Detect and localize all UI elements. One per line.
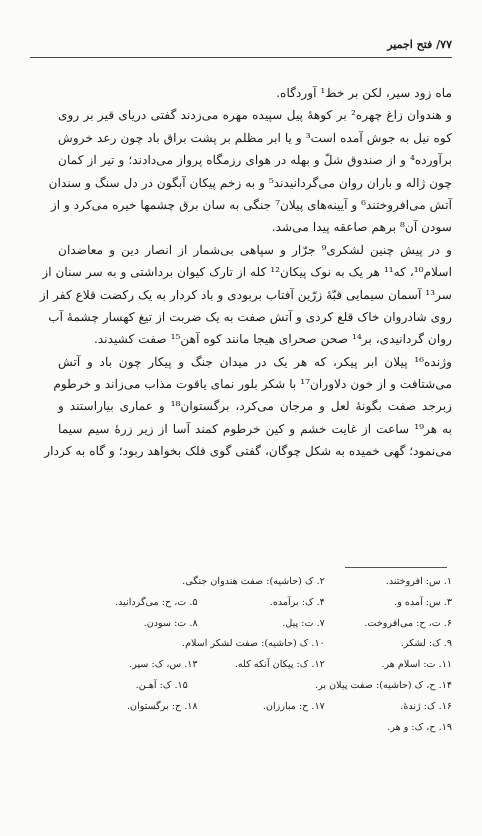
footnote: ۶. ت، ح: می‌افروخت. [364, 617, 452, 629]
footnote: ۱۳. س، ک: سپر. [129, 659, 198, 671]
footnote: ۱۷. ح: مبارزان. [262, 700, 325, 712]
footnote: ۵. ت، ح: می‌گردانید. [115, 596, 198, 608]
text-line: آتش می‌افروختند⁶ و آیینه‌های پیلان⁷ جنگی به سان برق چشمها خیره می‌کرد و از [50, 197, 452, 212]
text-line: اسلام¹⁰، که¹¹ هر یک به نوک پیکان¹² کله از تارک کیوان برداشتی و به سر سنان از [42, 265, 452, 280]
text-line: کوه نیل به جوش آمده است³ و یا ابر مظلم بر پشت براق باد چون رعد خروش [58, 130, 452, 145]
footnote-row [70, 697, 452, 718]
header-divider [30, 57, 452, 58]
footnote [55, 634, 182, 655]
text-line: برآورده⁴ و از صندوق شلّ و بهله در هوای رزمگاه پرواز می‌دادند؛ و تیر از کمان [58, 153, 452, 168]
text-line: سودن آن⁸ برهم صاعقه پیدا می‌شد. [271, 220, 452, 235]
text-line: سر¹³ آسمان سیمایی قبّهٔ زرّین آفتاب بربودی و باد کردار به یک رکضت قلاع کفر از [39, 287, 452, 302]
footnote: ۸. ت: سودن. [143, 617, 198, 629]
text-line: وژنده¹⁶ پیلان ابر پیکر، که هر یک در میدان جنگ و پیکار چون باد و آتش [58, 354, 452, 369]
footnote-row [70, 718, 452, 739]
footnote-row [70, 634, 452, 655]
text-line: می‌شتافت و از خون دلاوران¹⁷ با شکر بلور نمای یاقوت مذاب می‌زاند و خرطوم [53, 377, 452, 392]
footnote: ۱۰. ک (حاشیه): صفت لشکر اسلام. [182, 638, 325, 650]
footnote: ۱۵. ک: آهـن. [135, 679, 188, 691]
footnote-divider [345, 567, 447, 568]
text-line: می‌نمود؛ گهی خمیده به شکل چوگان، گفتی گوی فلک بخواهد ربود؛ و گاه به کردار [44, 444, 452, 459]
text-line: روی شادروان خاک قلع کردی و آتش صفت به یک ضربت از تیغ کهسار چشمهٔ آب [48, 309, 452, 324]
footnote: ۴. ک: برآمده. [269, 596, 325, 608]
footnote-row [70, 572, 452, 593]
text-line: زبرجد صفت بگونهٔ لعل و مرجان می‌کرد، برگستوان¹⁸ و عماری بیاراستند و [58, 399, 452, 414]
footnote: ۱۱. ت: اسلام هر. [381, 659, 452, 671]
footnotes [70, 572, 452, 738]
footnote [188, 676, 315, 697]
footnote [70, 718, 197, 739]
footnote-row [70, 614, 452, 635]
text-line: چون ژاله و باران روان می‌گردانیدند⁵ و به زخم پیکان آبگون در دل سنگ و سندان [48, 175, 452, 190]
text-line: روان گردانیدی، بر¹⁴ صحن صحرای هیجا مانند کوه آهن¹⁵ صفت کشیدند. [93, 332, 452, 347]
footnote-row [70, 593, 452, 614]
footnote-row [70, 655, 452, 676]
footnote: ۹. ک: لشکر. [400, 638, 452, 650]
footnote: ۱۶. ک: ژندۀ. [400, 700, 452, 712]
footnote: ۱۲. ک: پیکان آنکه کله. [234, 659, 325, 671]
footnote: ۱. س: افروختند. [385, 576, 452, 587]
running-header: ۷۷/ فتح اجمیر [387, 38, 452, 51]
footnote: ۷. ت: پیل. [282, 617, 325, 629]
footnote: ۱۴. ح، ک (حاشیه): صفت پیلان بر. [315, 679, 452, 691]
text-line: و هندوان زاغ چهره² بر کوههٔ پیل سپیده مهره می‌زدند گفتی دریای قیر بر روی [58, 108, 452, 123]
footnote: ۱۹. ح، ک: و هر. [387, 721, 452, 733]
footnote [198, 718, 325, 739]
footnote-row [70, 676, 452, 697]
text-line: به هر¹⁹ ساعت از غایت خشم و کین خرطوم کمند آسا از زیر زرهٔ سیم سیما [58, 421, 452, 436]
footnote: ۳. س: آمده و. [394, 596, 452, 608]
footnote: ۱۸. ح: برگستوان. [127, 700, 198, 712]
text-line: ماه زود سیر، لکن بر خط¹ آوردگاه. [276, 86, 452, 100]
text-line: و در پیش چنین لشکری⁹ جرّار و سپاهی بی‌شمار از انصار دین و معاضدان [58, 242, 452, 257]
footnote [55, 572, 182, 593]
main-text [39, 82, 452, 463]
footnote: ۲. ک (حاشیه): صفت هندوان جنگی. [182, 576, 325, 587]
